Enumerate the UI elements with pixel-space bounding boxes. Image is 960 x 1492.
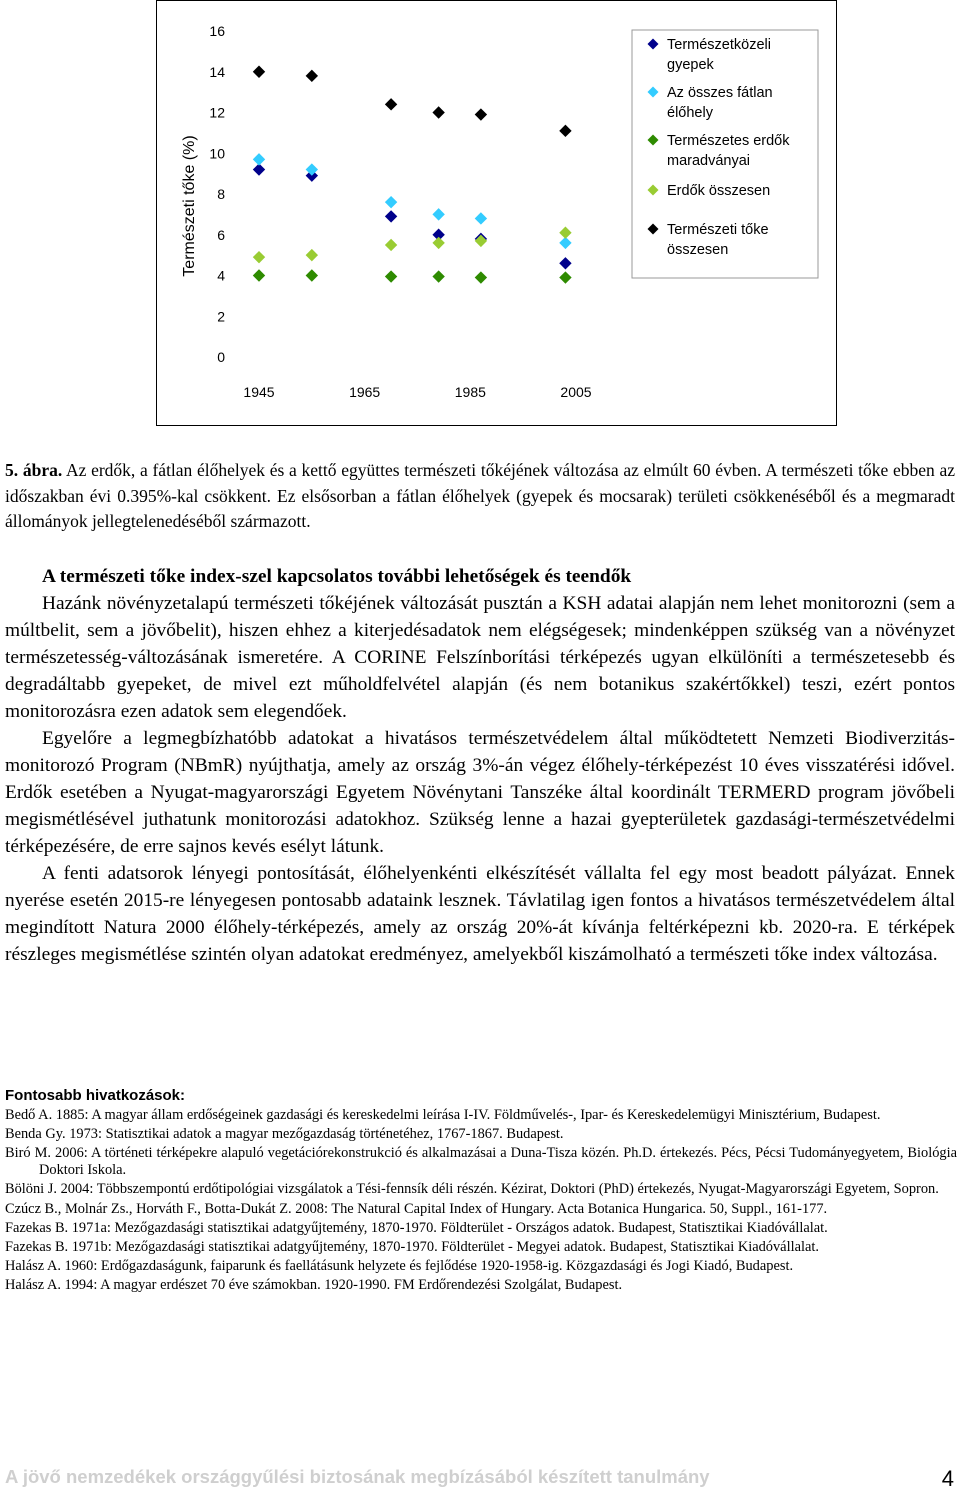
figure-caption (5, 458, 955, 535)
reference-item: Halász A. 1960: Erdőgazdaságunk, faiparunk és faellátásunk helyzete és fejlődése 1920-1958-ig. Közgazdasági és Jogi Kiadó, Budapest. (5, 1257, 794, 1274)
caption-text: Az erdők, a fátlan élőhelyek és a kettő együttes természeti tőkéjének változása az elmúlt 60 évben. A természeti tőke ebben az időszakban évi 0.395%-kal csökkent. Ez elsősorban a fátlan élőhelyek (gyepek és mocsarak) területi csökkenéséből és a megmaradt állományok jellegtelenedéséből származott. (5, 460, 956, 531)
data-point (559, 227, 571, 239)
data-point (432, 270, 444, 282)
data-point (432, 237, 444, 249)
data-point (432, 208, 444, 220)
legend-label-line: maradványai (667, 153, 751, 169)
legend-label-line: élőhely (667, 105, 713, 121)
y-tick-label: 0 (217, 349, 225, 365)
data-point (475, 212, 487, 224)
data-point (385, 196, 397, 208)
data-point (306, 249, 318, 261)
references-heading: Fontosabb hivatkozások: (5, 1087, 186, 1104)
legend-label-line: Erdők összesen (667, 183, 771, 199)
y-tick-label: 16 (209, 23, 225, 39)
data-point (559, 257, 571, 269)
data-point (559, 125, 571, 137)
data-point (432, 106, 444, 118)
data-point (253, 269, 265, 281)
y-tick-label: 4 (217, 267, 225, 284)
reference-item: Fazekas B. 1971a: Mezőgazdasági statisztikai adatgyűjtemény, 1870-1970. Földterület - Országos adatok. Budapest, Statisztikai Kiadóvállalat. (5, 1219, 828, 1236)
caption-label: 5. ábra. (5, 460, 63, 480)
y-tick-label: 12 (209, 104, 225, 121)
chart-figure (156, 0, 837, 426)
x-tick-label: 1945 (243, 384, 275, 400)
legend-label-line: Természetközeli (667, 37, 771, 53)
y-tick-label: 8 (217, 186, 225, 202)
legend-label-line: Természeti tőke (667, 222, 769, 238)
data-point (559, 271, 571, 283)
data-point (475, 108, 487, 120)
paragraph-2: Egyelőre a legmegbízhatóbb adatokat a hivatásos természetvédelem által működtetett Nemzeti Biodiverzitás-monitorozó Program (NBmR) nyújthatja, amely az ország 3%-án végez élőhely-térképezést 10 éves visszatérési idővel. Erdők esetében a Nyugat-magyarországi Egyetem Növénytani Tanszéke által koordinált TERMERD program jövőbeli megismétlésével juthatunk monitorozási adatokhoz. Szükség lenne a hazai gyepterületek gazdasági-természetvédelmi térképezésére, de erre sajnos kevés esélyt látunk. (5, 728, 955, 857)
legend-label-line: gyepek (667, 57, 714, 73)
paragraph-1: Hazánk növényzetalapú természeti tőkéjének változását pusztán a KSH adatai alapján nem lehet monitorozni (sem a múltbelit, sem a jövőbelit), hiszen ehhez a kiterjedésadatok nem elégségesek; mindenképpen szükség van a növényzet természetesség-változásának ismeretére. A CORINE Felszínborítási térképezés ugyan elkülöníti a természetesebb és degradáltabb gyepeket, de mivel ezt műholdfelvétel alapján (és nem botanikus szakértőkkel) teszi, ezért pontos monitorozásra ezen adatok sem elegendőek. (5, 593, 955, 722)
main-text (5, 563, 955, 968)
scatter-chart (157, 1, 838, 427)
data-point (385, 98, 397, 110)
data-point (253, 153, 265, 165)
data-point (385, 210, 397, 222)
x-tick-label: 2005 (560, 384, 592, 400)
y-tick-label: 14 (209, 63, 225, 80)
data-point (253, 251, 265, 263)
x-tick-label: 1985 (454, 384, 486, 400)
data-point (475, 235, 487, 247)
reference-item: Bölöni J. 2004: Többszempontú erdőtipológiai vizsgálatok a Tési-fennsík déli részén. Kézirat, Doktori (PhD) értekezés, Nyugat-Magyarországi Egyetem, Sopron. (5, 1181, 939, 1198)
paragraph-3: A fenti adatsorok lényegi pontosítását, élőhelyenkénti elkészítését vállalta fel egy most beadott pályázat. Ennek nyerése esetén 2015-re lényegesen pontosabb adataink lesznek. Távlatilag igen fontos a hivatásos természetvédelem által megindított Natura 2000 élőhely-térképezés, amely az ország 20%-át kívánja feltérképezni kb. 2020-ra. E térképek részleges megismétlése szintén olyan adatokat eredményez, amelyekből kiszámolható a természeti tőke index változása. (5, 863, 955, 965)
reference-item: Bedő A. 1885: A magyar állam erdőségeinek gazdasági és kereskedelmi leírása I-IV. Földművelés-, Ipar- és Kereskedelemügyi Minisztérium, Budapest. (5, 1106, 881, 1123)
reference-item: Halász A. 1994: A magyar erdészet 70 éve számokban. 1920-1990. FM Erdőrendezési Szolgálat, Budapest. (5, 1276, 623, 1293)
footer-text: A jövő nemzedékek országgyűlési biztosának megbízásából készített tanulmány (5, 1466, 710, 1487)
y-tick-label: 6 (217, 226, 225, 243)
data-point (253, 66, 265, 78)
reference-item: Benda Gy. 1973: Statisztikai adatok a magyar mezőgazdaság történetéhez, 1767-1867. Budapest. (5, 1125, 564, 1142)
data-point (306, 269, 318, 281)
references-section (5, 1087, 957, 1296)
y-axis-label: Természeti tőke (%) (181, 135, 198, 277)
x-tick-label: 1965 (349, 384, 381, 400)
page-number: 4 (941, 1466, 954, 1491)
section-heading: A természeti tőke index-szel kapcsolatos további lehetőségek és teendők (42, 566, 632, 587)
y-tick-label: 10 (209, 145, 225, 162)
data-point (306, 70, 318, 82)
y-tick-label: 2 (217, 308, 225, 325)
page-footer (0, 1466, 960, 1490)
legend-label-line: Természetes erdők (667, 133, 790, 149)
data-point (385, 270, 397, 282)
data-point (385, 239, 397, 251)
legend-label-line: összesen (667, 242, 729, 258)
reference-item: Czúcz B., Molnár Zs., Horváth F., Botta-Dukát Z. 2008: The Natural Capital Index of Hungary. Acta Botanica Hungarica. 50, Suppl., 161-177. (5, 1200, 828, 1217)
reference-item: Biró M. 2006: A történeti térképekre alapuló vegetációrekonstrukció és alkalmazásai a Duna-Tisza közén. Ph.D. értekezés. Pécs, Pécsi Tudományegyetem, Biológia Doktori Iskola. (5, 1144, 957, 1179)
reference-item: Fazekas B. 1971b: Mezőgazdasági statisztikai adatgyűjtemény, 1870-1970. Földterület - Megyei adatok. Budapest, Statisztikai Kiadóvállalat. (5, 1238, 819, 1255)
legend-label-line: Az összes fátlan (667, 85, 773, 101)
legend-label (667, 183, 770, 199)
data-point (475, 271, 487, 283)
